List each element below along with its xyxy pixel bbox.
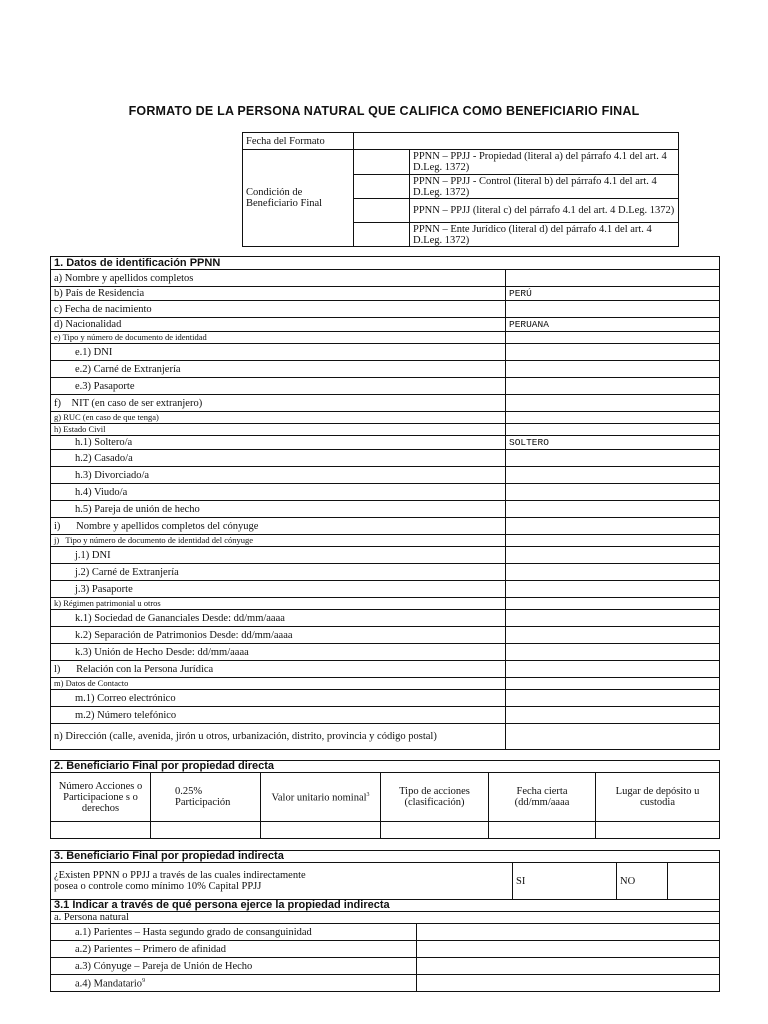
row-label: h.5) Pareja de unión de hecho	[51, 501, 506, 518]
item-value[interactable]	[417, 975, 720, 992]
row-value[interactable]	[506, 395, 720, 412]
fecha-formato-label: Fecha del Formato	[243, 133, 354, 150]
item-label: a.3) Cónyuge – Pareja de Unión de Hecho	[51, 958, 417, 975]
row-value[interactable]	[506, 678, 720, 690]
row-label: k.2) Separación de Patrimonios Desde: dd/mm/aaaa	[51, 627, 506, 644]
item-value[interactable]	[417, 958, 720, 975]
row-value[interactable]	[506, 518, 720, 535]
row-label: m.2) Número telefónico	[51, 707, 506, 724]
condicion-check-1[interactable]	[354, 150, 410, 175]
row-label: h.4) Viudo/a	[51, 484, 506, 501]
section1-title: 1. Datos de identificación PPNN	[51, 257, 720, 270]
row-label: e.1) DNI	[51, 344, 506, 361]
row-label: j.3) Pasaporte	[51, 581, 506, 598]
row-label: l) Relación con la Persona Jurídica	[51, 661, 506, 678]
row-value[interactable]	[506, 547, 720, 564]
item-label: a.2) Parientes – Primero de afinidad	[51, 941, 417, 958]
footnote-mark: 9	[142, 978, 146, 985]
condicion-option-4: PPNN – Ente Jurídico (literal d) del párrafo 4.1 del art. 4 D.Leg. 1372)	[410, 223, 679, 247]
row-value[interactable]: PERUANA	[506, 318, 720, 332]
section3-title: 3. Beneficiario Final por propiedad indirecta	[51, 851, 720, 863]
row-label: i) Nombre y apellidos completos del cónyuge	[51, 518, 506, 535]
col-header-acciones: Número Acciones o Participacione s o derechos	[51, 773, 151, 822]
row-value[interactable]	[506, 424, 720, 436]
row-value[interactable]	[506, 581, 720, 598]
row-label: m.1) Correo electrónico	[51, 690, 506, 707]
row-value[interactable]	[506, 535, 720, 547]
row-label: c) Fecha de nacimiento	[51, 301, 506, 318]
item-label-mandatario	[51, 975, 417, 992]
row-value[interactable]	[506, 344, 720, 361]
row-value[interactable]	[506, 564, 720, 581]
condicion-option-2: PPNN – PPJJ - Control (literal b) del párrafo 4.1 del art. 4 D.Leg. 1372)	[410, 175, 679, 199]
option-si[interactable]: SI	[513, 863, 617, 900]
row-label: k) Régimen patrimonial u otros	[51, 598, 506, 610]
format-header-table	[242, 132, 679, 247]
row-value[interactable]	[506, 610, 720, 627]
col-header-tipo: Tipo de acciones (clasificación)	[381, 773, 489, 822]
row-value[interactable]	[506, 598, 720, 610]
row-value[interactable]	[506, 450, 720, 467]
row-value[interactable]	[506, 484, 720, 501]
row-value[interactable]	[506, 301, 720, 318]
section2-table	[50, 760, 720, 839]
row-label: f) NIT (en caso de ser extranjero)	[51, 395, 506, 412]
row-label: k.1) Sociedad de Gananciales Desde: dd/mm/aaaa	[51, 610, 506, 627]
row-label: g) RUC (en caso de que tenga)	[51, 412, 506, 424]
row-label: e.2) Carné de Extranjería	[51, 361, 506, 378]
persona-natural-label: a. Persona natural	[51, 912, 720, 924]
col-header-lugar: Lugar de depósito u custodia	[596, 773, 720, 822]
cell-participacion[interactable]	[151, 822, 261, 839]
condicion-check-4[interactable]	[354, 223, 410, 247]
row-label: n) Dirección (calle, avenida, jirón u otros, urbanización, distrito, provincia y código postal)	[51, 724, 506, 750]
item-label-text: a.4) Mandatario	[75, 978, 143, 990]
row-label: a) Nombre y apellidos completos	[51, 270, 506, 287]
row-value[interactable]: SOLTERO	[506, 436, 720, 450]
indirect-question-text: ¿Existen PPNN o PPJJ a través de las cuales indirectamente posea o controle como mínimo 10% Capital PPJJ	[54, 870, 306, 892]
section2-title: 2. Beneficiario Final por propiedad directa	[51, 761, 720, 773]
row-label: j.2) Carné de Extranjería	[51, 564, 506, 581]
row-label: h) Estado Civil	[51, 424, 506, 436]
row-value[interactable]	[506, 690, 720, 707]
row-label: k.3) Unión de Hecho Desde: dd/mm/aaaa	[51, 644, 506, 661]
col-header-valor	[261, 773, 381, 822]
row-label: j) Tipo y número de documento de identidad del cónyuge	[51, 535, 506, 547]
section3-table	[50, 850, 720, 992]
col-header-participacion: 0.25% Participación	[151, 773, 261, 822]
row-value[interactable]	[506, 332, 720, 344]
condicion-check-3[interactable]	[354, 199, 410, 223]
option-no[interactable]: NO	[617, 863, 668, 900]
row-label: m) Datos de Contacto	[51, 678, 506, 690]
page-title: FORMATO DE LA PERSONA NATURAL QUE CALIFICA COMO BENEFICIARIO FINAL	[128, 104, 640, 118]
row-value[interactable]	[506, 467, 720, 484]
cell-tipo[interactable]	[381, 822, 489, 839]
row-label: e) Tipo y número de documento de identidad	[51, 332, 506, 344]
condicion-check-2[interactable]	[354, 175, 410, 199]
row-value[interactable]	[506, 661, 720, 678]
row-value[interactable]: PERÚ	[506, 287, 720, 301]
col-header-fecha: Fecha cierta (dd/mm/aaaa	[489, 773, 596, 822]
condicion-label: Condición de Beneficiario Final	[243, 150, 354, 247]
item-value[interactable]	[417, 924, 720, 941]
fecha-formato-value[interactable]	[354, 133, 679, 150]
cell-acciones[interactable]	[51, 822, 151, 839]
cell-lugar[interactable]	[596, 822, 720, 839]
indirect-question	[51, 863, 513, 900]
footnote-mark: 3	[366, 792, 370, 799]
row-value[interactable]	[506, 412, 720, 424]
row-value[interactable]	[506, 627, 720, 644]
cell-valor[interactable]	[261, 822, 381, 839]
row-value[interactable]	[506, 361, 720, 378]
row-value[interactable]	[506, 644, 720, 661]
row-value[interactable]	[506, 501, 720, 518]
cell-fecha[interactable]	[489, 822, 596, 839]
item-label: a.1) Parientes – Hasta segundo grado de consanguinidad	[51, 924, 417, 941]
row-label: h.2) Casado/a	[51, 450, 506, 467]
item-value[interactable]	[417, 941, 720, 958]
row-label: d) Nacionalidad	[51, 318, 506, 332]
row-value[interactable]	[506, 270, 720, 287]
row-label: b) País de Residencia	[51, 287, 506, 301]
row-label: e.3) Pasaporte	[51, 378, 506, 395]
section3-sub-title: 3.1 Indicar a través de qué persona ejerce la propiedad indirecta	[51, 900, 720, 912]
row-value[interactable]	[506, 724, 720, 750]
row-value[interactable]	[506, 707, 720, 724]
row-label: j.1) DNI	[51, 547, 506, 564]
condicion-option-3: PPNN – PPJJ (literal c) del párrafo 4.1 del art. 4 D.Leg. 1372)	[410, 199, 679, 223]
col-header-valor-text: Valor unitario nominal	[271, 792, 367, 804]
condicion-option-1: PPNN – PPJJ - Propiedad (literal a) del párrafo 4.1 del art. 4 D.Leg. 1372)	[410, 150, 679, 175]
row-label: h.1) Soltero/a	[51, 436, 506, 450]
row-value[interactable]	[506, 378, 720, 395]
section1-table	[50, 256, 720, 750]
option-no-check[interactable]	[668, 863, 720, 900]
row-label: h.3) Divorciado/a	[51, 467, 506, 484]
